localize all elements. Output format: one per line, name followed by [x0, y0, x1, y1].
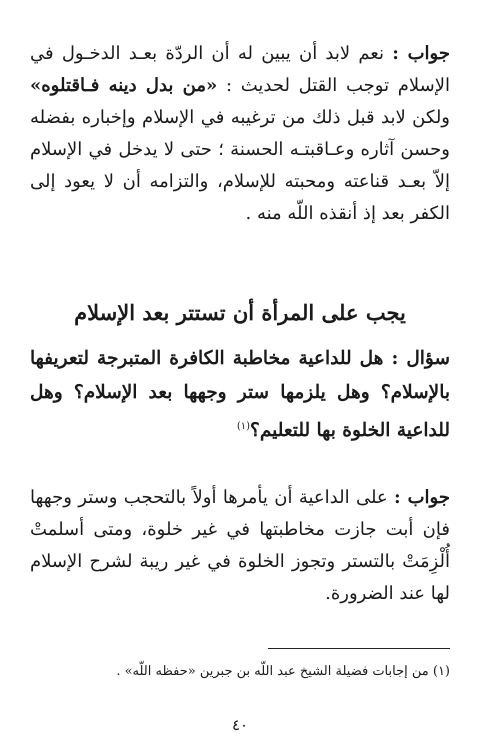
answer-label: جواب :: [392, 43, 450, 64]
answer-text-before-quote: نعم لابد أن يبين له أن الردّة بعـد الدخـول في الإسلام توجب القتل لحديث :: [30, 43, 450, 96]
answer-paragraph-intro: [30, 38, 450, 230]
page-number: ٤٠: [231, 716, 249, 734]
footnote: (١) من إجابات فضيلة الشيخ عبد اللّه بن جبرين «حفظه اللّه» .: [116, 664, 450, 679]
question-label: سؤال :: [391, 348, 450, 369]
question-paragraph: [30, 342, 450, 448]
footnote-reference[interactable]: (١): [236, 421, 250, 432]
footnote-divider: [268, 648, 450, 649]
answer-text-after-quote: ولكن لابد قبل ذلك من ترغيبه في الإسلام وإخباره بفضله وحسن آثاره وعـاقبتـه الحسنة ؛ حتى لا يدخل في الإسلام إلاّ بعـد قناعته ومحبته للإسلام، والتزامه أن لا يعود إلى الكفر بعد إذ أنقذه اللّه منه .: [30, 107, 450, 224]
question-text: هل للداعية مخاطبة الكافرة المتبرجة لتعريفها بالإسلام؟ وهل يلزمها ستر وجهها بعد الإسلام؟ وهل للداعية الخلوة بها للتعليم؟: [30, 348, 450, 442]
section-heading: يجب على المرأة أن تستتر بعد الإسلام: [74, 300, 406, 325]
hadith-quote: «من بدل دينه فـاقتلوه»: [30, 75, 218, 96]
answer-text: على الداعية أن يأمرها أولاً بالتحجب وستر وجهها فإن أبت جازت مخاطبتها في غير خلوة، ومتى أسلمتْ أُلْزِمَتْ بالتستر وتجوز الخلوة في غير ريبة لشرح الإسلام لها عند الضرورة.: [30, 487, 450, 604]
answer-label: جواب :: [394, 487, 450, 508]
answer-paragraph-main: [30, 482, 450, 610]
